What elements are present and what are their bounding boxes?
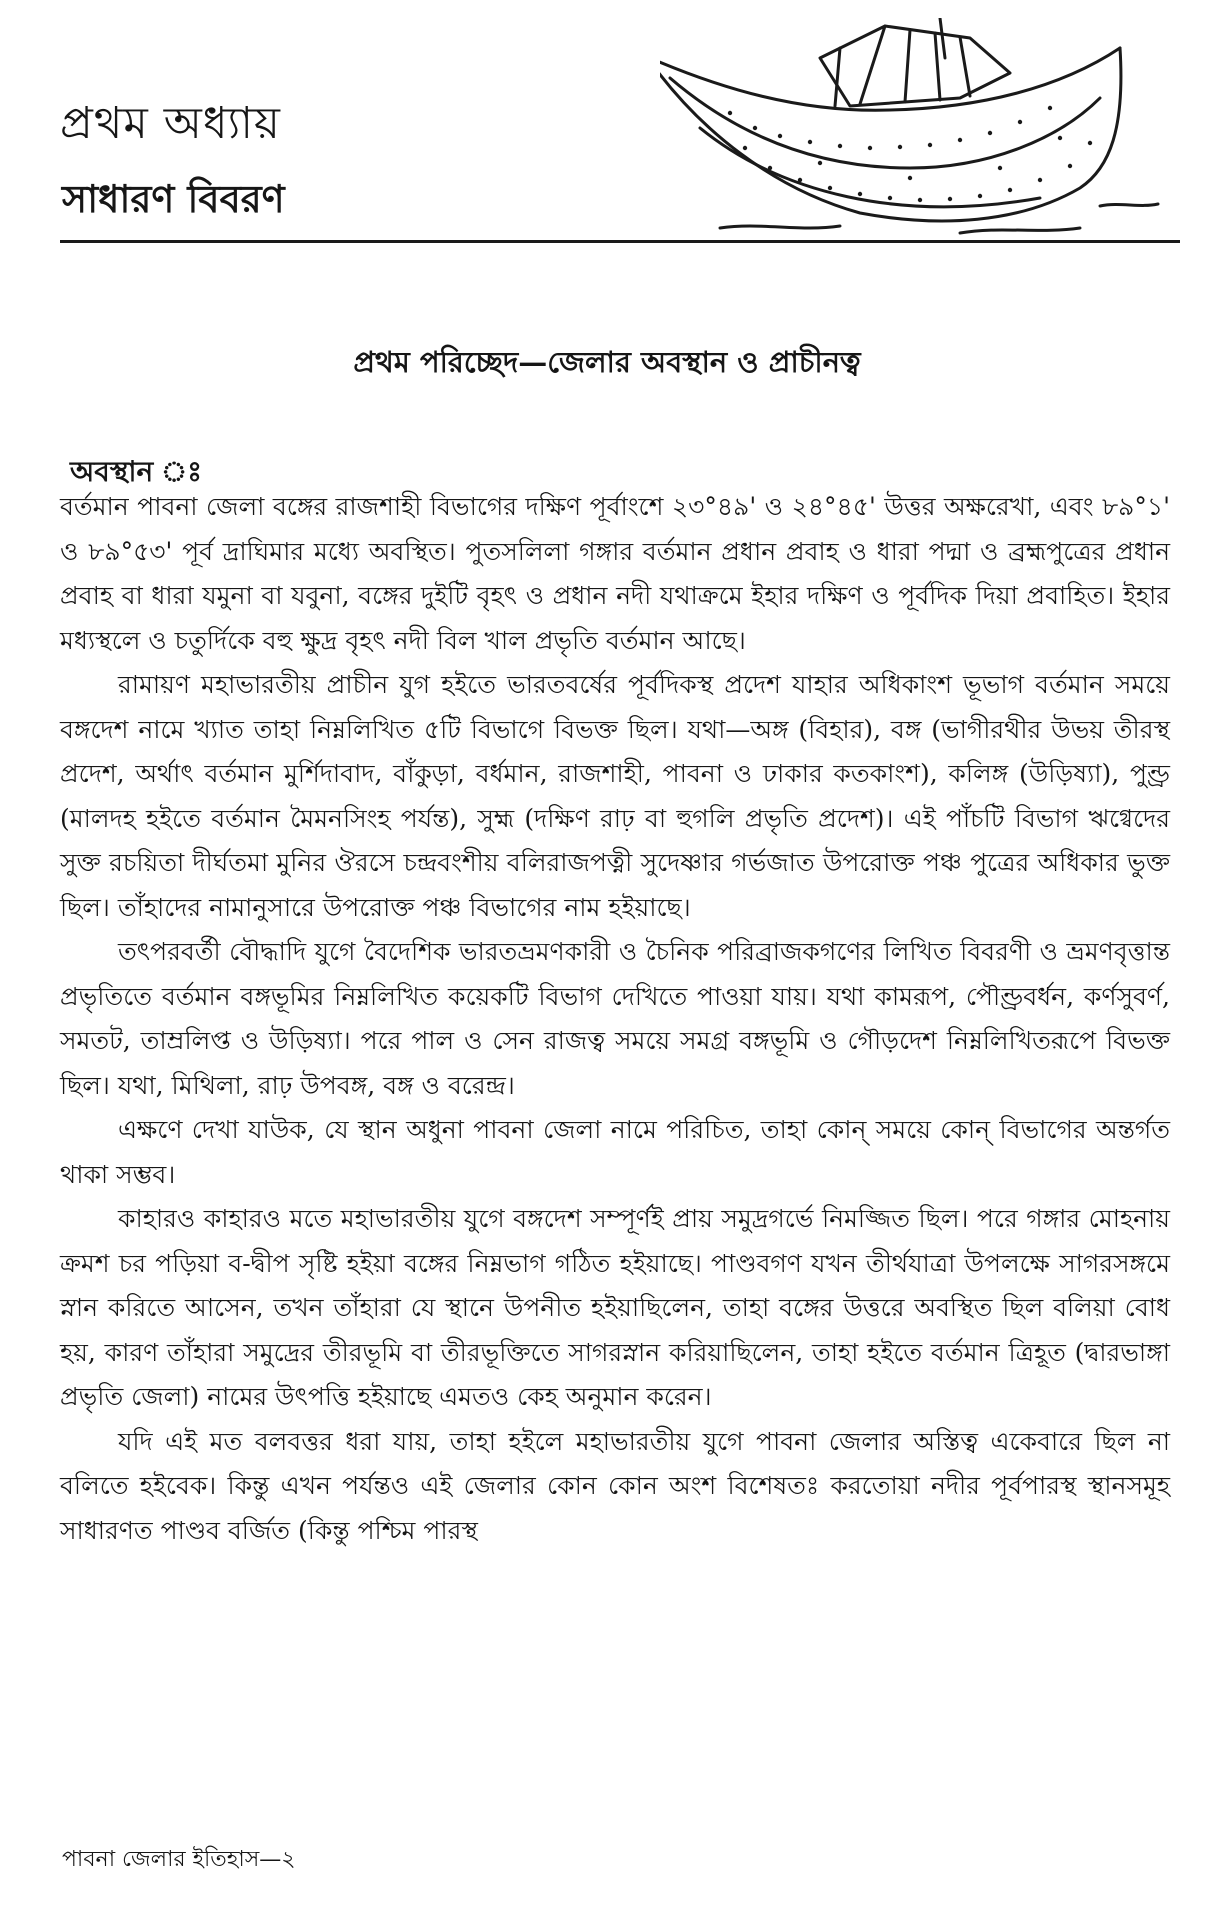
boat-illustration: [660, 18, 1160, 243]
header-divider: [60, 240, 1180, 243]
paragraph: তৎপরবর্তী বৌদ্ধাদি যুগে বৈদেশিক ভারতভ্রমণকারী ও চৈনিক পরিব্রাজকগণের লিখিত বিবরণী ও ভ্রমণবৃত্তান্ত প্রভৃতিতে বর্তমান বঙ্গভূমির নিম্নলিখিত কয়েকটি বিভাগ দেখিতে পাওয়া যায়। যথা কামরূপ, পৌণ্ড্রবর্ধন, কর্ণসুবর্ণ, সমতট, তাম্রলিপ্ত ও উড়িষ্যা। পরে পাল ও সেন রাজত্ব সময়ে সমগ্র বঙ্গভূমি ও গৌড়দেশ নিম্নলিখিতরূপে বিভক্ত ছিল। যথা, মিথিলা, রাঢ় উপবঙ্গ, বঙ্গ ও বরেন্দ্র।: [60, 937, 1170, 1100]
paragraph: এক্ষণে দেখা যাউক, যে স্থান অধুনা পাবনা জেলা নামে পরিচিত, তাহা কোন্ সময়ে কোন্ বিভাগের অন্তর্গত থাকা সম্ভব।: [60, 1115, 1170, 1189]
paragraph: রামায়ণ মহাভারতীয় প্রাচীন যুগ হইতে ভারতবর্ষের পূর্বদিকস্থ প্রদেশ যাহার অধিকাংশ ভূভাগ বর্তমান সময়ে বঙ্গদেশ নামে খ্যাত তাহা নিম্নলিখিত ৫টি বিভাগে বিভক্ত ছিল। যথা—অঙ্গ (বিহার), বঙ্গ (ভাগীরথীর উভয় তীরস্থ প্রদেশ, অর্থাৎ বর্তমান মুর্শিদাবাদ, বাঁকুড়া, বর্ধমান, রাজশাহী, পাবনা ও ঢাকার কতকাংশ), কলিঙ্গ (উড়িষ্যা), পুণ্ড্র (মালদহ হইতে বর্তমান মৈমনসিংহ পর্যন্ত), সুহ্ম (দক্ষিণ রাঢ় বা হুগলি প্রভৃতি প্রদেশ)। এই পাঁচটি বিভাগ ঋগ্বেদের সুক্ত রচয়িতা দীর্ঘতমা মুনির ঔরসে চন্দ্রবংশীয় বলিরাজপত্নী সুদেষ্ণার গর্ভজাত উপরোক্ত পঞ্চ পুত্রের অধিকার ভুক্ত ছিল। তাঁহাদের নামানুসারে উপরোক্ত পঞ্চ বিভাগের নাম হইয়াছে।: [60, 670, 1170, 922]
chapter-subtitle: সাধারণ বিবরণ: [62, 176, 285, 221]
paragraph: যদি এই মত বলবত্তর ধরা যায়, তাহা হইলে মহাভারতীয় যুগে পাবনা জেলার অস্তিত্ব একেবারে ছিল না বলিতে হইবেক। কিন্তু এখন পর্যন্তও এই জেলার কোন কোন অংশ বিশেষতঃ করতোয়া নদীর পূর্বপারস্থ স্থানসমূহ সাধারণত পাণ্ডব বর্জিত (কিন্তু পশ্চিম পারস্থ: [60, 1426, 1170, 1545]
location-heading: অবস্থান ঃ: [70, 455, 203, 488]
section-title: প্রথম পরিচ্ছেদ—জেলার অবস্থান ও প্রাচীনত্ব: [353, 345, 861, 379]
page-footer: পাবনা জেলার ইতিহাস—২: [62, 1847, 296, 1872]
body-text: [60, 485, 1170, 1553]
chapter-title: প্রথম অধ্যায়: [60, 98, 281, 149]
paragraph: কাহারও কাহারও মতে মহাভারতীয় যুগে বঙ্গদেশ সম্পূর্ণই প্রায় সমুদ্রগর্ভে নিমজ্জিত ছিল। পরে গঙ্গার মোহনায় ক্রমশ চর পড়িয়া ব-দ্বীপ সৃষ্টি হইয়া বঙ্গের নিম্নভাগ গঠিত হইয়াছে। পাণ্ডবগণ যখন তীর্থযাত্রা উপলক্ষে সাগরসঙ্গমে স্নান করিতে আসেন, তখন তাঁহারা যে স্থানে উপনীত হইয়াছিলেন, তাহা বঙ্গের উত্তরে অবস্থিত ছিল বলিয়া বোধ হয়, কারণ তাঁহারা সমুদ্রের তীরভূমি বা তীরভূক্তিতে সাগরস্নান করিয়াছিলেন, তাহা হইতে বর্তমান ত্রিহূত (দ্বারভাঙ্গা প্রভৃতি জেলা) নামের উৎপত্তি হইয়াছে এমতও কেহ অনুমান করেন।: [60, 1204, 1170, 1411]
paragraph: বর্তমান পাবনা জেলা বঙ্গের রাজশাহী বিভাগের দক্ষিণ পূর্বাংশে ২৩°৪৯' ও ২৪°৪৫' উত্তর অক্ষরেখা, এবং ৮৯°১' ও ৮৯°৫৩' পূর্ব দ্রাঘিমার মধ্যে অবস্থিত। পুতসলিলা গঙ্গার বর্তমান প্রধান প্রবাহ ও ধারা পদ্মা ও ব্রহ্মপুত্রের প্রধান প্রবাহ বা ধারা যমুনা বা যবুনা, বঙ্গের দুইটি বৃহৎ ও প্রধান নদী যথাক্রমে ইহার দক্ষিণ ও পূর্বদিক দিয়া প্রবাহিত। ইহার মধ্যস্থলে ও চতুর্দিকে বহু ক্ষুদ্র বৃহৎ নদী বিল খাল প্রভৃতি বর্তমান আছে।: [60, 492, 1170, 655]
